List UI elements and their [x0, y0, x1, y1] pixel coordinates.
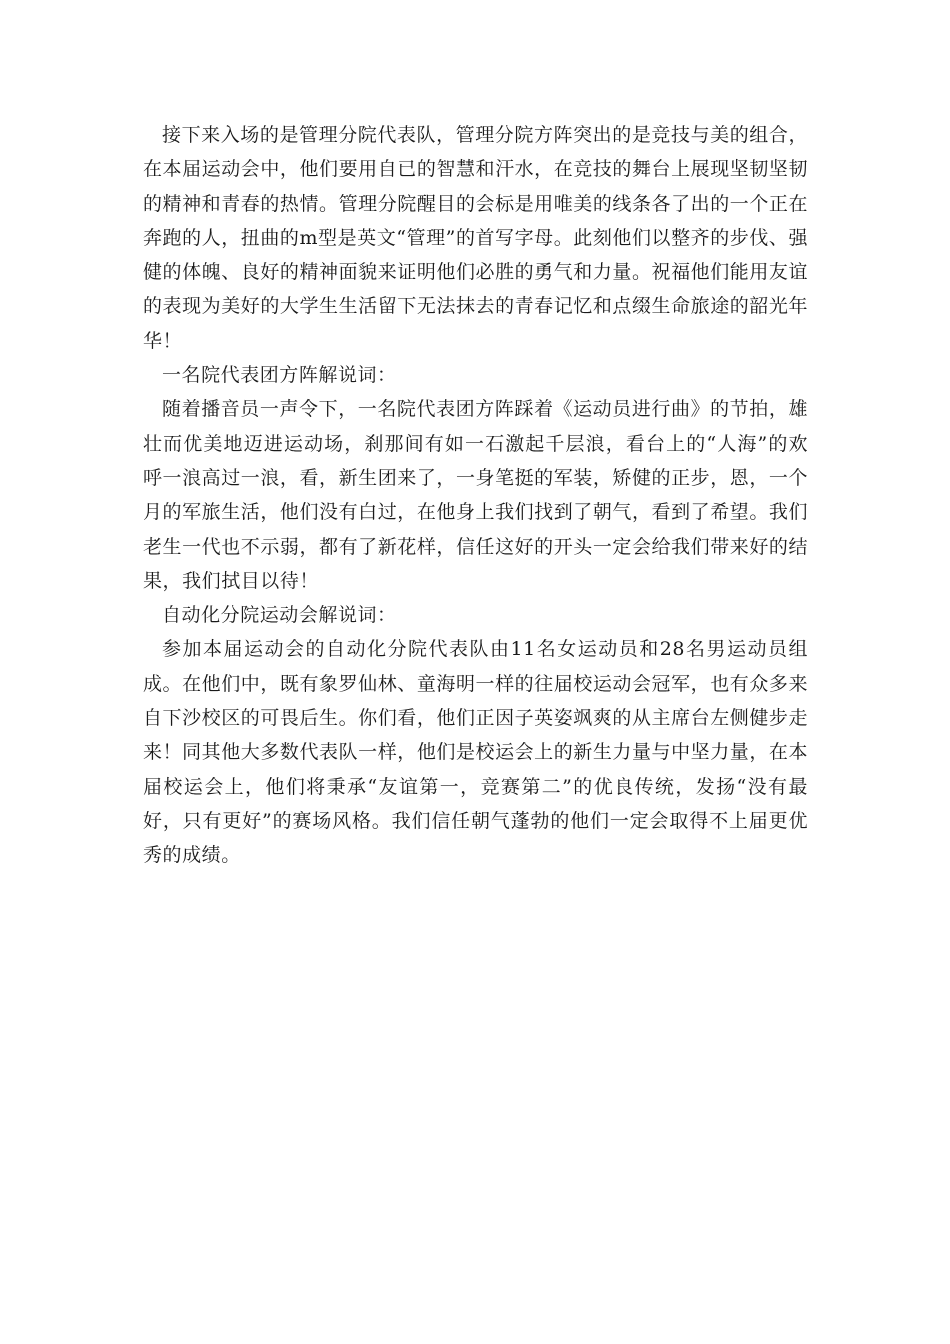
paragraph-management-team: 接下来入场的是管理分院代表队，管理分院方阵突出的是竞技与美的组合，在本届运动会中，他们要用自已的智慧和汗水，在竞技的舞台上展现坚韧坚韧的精神和青春的热情。管理分院醒目的会标是用唯美的线条各了出的一个正在奔跑的人，扭曲的m型是英文“管理”的首写字母。此刻他们以整齐的步伐、强健的体魄、良好的精神面貌来证明他们必胜的勇气和力量。祝福他们能用友谊的表现为美好的大学生生活留下无法抹去的青春记忆和点缀生命旅途的韶光年华！ [143, 124, 808, 352]
heading-automation-team: 自动化分院运动会解说词： [162, 604, 397, 627]
paragraph-automation-team: 参加本届运动会的自动化分院代表队由11名女运动员和28名男运动员组成。在他们中，既有象罗仙林、童海明一样的往届校运动会冠军，也有众多来自下沙校区的可畏后生。你们看，他们正因子英姿飒爽的从主席台左侧健步走来！同其他大多数代表队一样，他们是校运会上的新生力量与中坚力量，在本届校运会上，他们将秉承“友谊第一，竞赛第二”的优良传统，发扬“没有最好，只有更好”的赛场风格。我们信任朝气蓬勃的他们一定会取得不上届更优秀的成绩。 [143, 638, 808, 867]
heading-yiming-team: 一名院代表团方阵解说词： [162, 364, 397, 387]
paragraph-yiming-team: 随着播音员一声令下，一名院代表团方阵踩着《运动员进行曲》的节拍，雄壮而优美地迈进运动场，刹那间有如一石激起千层浪，看台上的“人海”的欢呼一浪高过一浪，看，新生团来了，一身笔挺的军装，矫健的正步，恩，一个月的军旅生活，他们没有白过，在他身上我们找到了朝气，看到了希望。我们老生一代也不示弱，都有了新花样，信任这好的开头一定会给我们带来好的结果，我们拭目以待！ [143, 398, 808, 592]
document-body [143, 118, 808, 873]
